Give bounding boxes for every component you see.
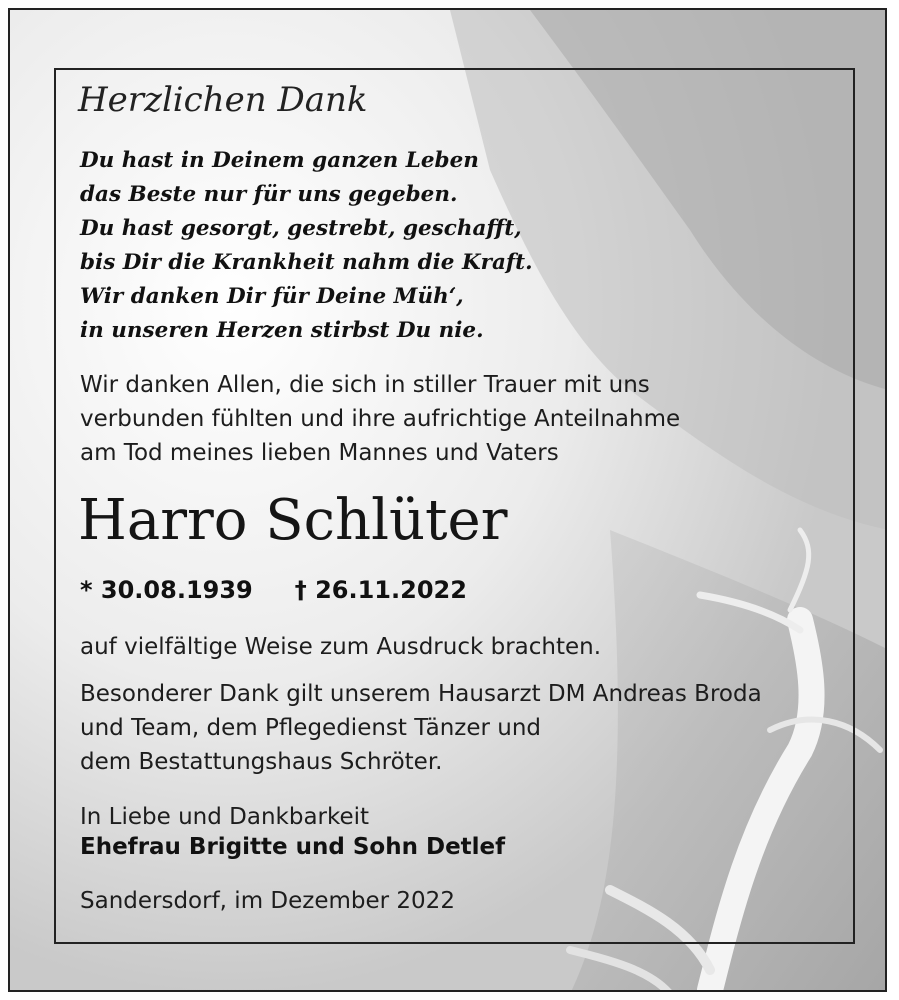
special-line: Besonderer Dank gilt unserem Hausarzt DM Andreas Broda xyxy=(80,681,762,707)
poem-line: Wir danken Dir für Deine Müh‘, xyxy=(80,284,464,309)
life-dates xyxy=(80,576,467,604)
poem xyxy=(80,144,533,348)
special-line: und Team, dem Pflegedienst Tänzer und xyxy=(80,715,542,741)
thanks-end: auf vielfältige Weise zum Ausdruck brachten. xyxy=(80,634,602,660)
place-date: Sandersdorf, im Dezember 2022 xyxy=(80,888,455,914)
poem-line: in unseren Herzen stirbst Du nie. xyxy=(80,318,484,343)
poem-line: Du hast gesorgt, gestrebt, geschafft, xyxy=(80,216,522,241)
thanks-paragraph xyxy=(80,368,680,470)
poem-line: bis Dir die Krankheit nahm die Kraft. xyxy=(80,250,533,275)
deceased-name: Harro Schlüter xyxy=(78,488,508,553)
heading: Herzlichen Dank xyxy=(78,80,368,120)
poem-line: das Beste nur für uns gegeben. xyxy=(80,182,458,207)
special-thanks xyxy=(80,677,762,779)
thanks-line: Wir danken Allen, die sich in stiller Trauer mit uns xyxy=(80,372,650,398)
special-line: dem Bestattungshaus Schröter. xyxy=(80,749,443,775)
death-date: † 26.11.2022 xyxy=(294,576,467,604)
birth-date: * 30.08.1939 xyxy=(80,576,253,604)
signers: Ehefrau Brigitte und Sohn Detlef xyxy=(80,834,506,860)
thanks-line: am Tod meines lieben Mannes und Vaters xyxy=(80,440,559,466)
thanks-line: verbunden fühlten und ihre aufrichtige Anteilnahme xyxy=(80,406,681,432)
poem-line: Du hast in Deinem ganzen Leben xyxy=(80,148,479,173)
closing: In Liebe und Dankbarkeit xyxy=(80,804,370,830)
